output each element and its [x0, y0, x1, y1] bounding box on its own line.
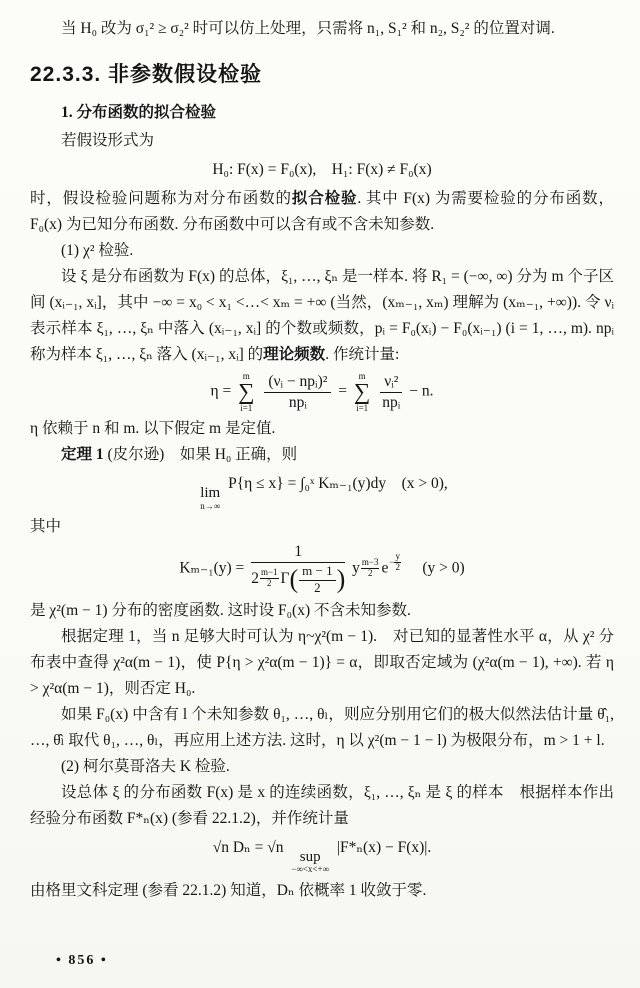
paragraph-fit-test [30, 186, 614, 238]
formula-lhs: Kₘ₋₁(y) = [179, 559, 245, 577]
fraction-numerator: (νᵢ − npᵢ)² [264, 373, 331, 393]
formula-pearson-limit [30, 471, 614, 511]
text-run: 设 ξ 是分布函数为 F(x) 的总体，ξ₁, …, ξₙ 是一样本. 将 R₁ = (−∞, ∞) 分为 m 个子区间 (xᵢ₋₁, xᵢ]，其中 −∞ = x₀ < x₁ <…< xₘ = +∞ (当然，(xₘ₋₁, xₘ) 理解为 (xₘ₋₁, +∞)). 令 νᵢ 表示样本 ξ₁, …, ξₙ 中落入 (xᵢ₋₁, xᵢ] 的个数或频数，pᵢ = F₀(xᵢ) − F₀(xᵢ₋₁) (i = 1, …, m). npᵢ 称为样本 ξ₁, …, ξₙ 落入 (xᵢ₋₁, xᵢ] 的 [30, 268, 614, 363]
formula-body: P{η ≤ x} = ∫₀ˣ Kₘ₋₁(y)dy (x > 0), [228, 475, 448, 492]
inner-fraction-denominator: 2 [314, 579, 321, 595]
formula-k-density [30, 543, 614, 594]
fraction-numerator: 1 [251, 543, 345, 563]
subsection-heading: 1. 分布函数的拟合检验 [61, 104, 217, 121]
exponent [361, 558, 380, 579]
formula-tail: |F*ₙ(x) − F(x)|. [336, 838, 432, 856]
base-2: 2 [251, 570, 259, 588]
right-paren: ) [336, 564, 346, 594]
mini-fraction-numerator: m−3 [361, 556, 379, 567]
paragraph-unknown-params: 如果 F₀(x) 中含有 l 个未知参数 θ₁, …, θₗ，则应分别用它们的极大似然法估计量 θ̂₁, …, θ̂ₗ 取代 θ₁, …, θₗ，再应用上述方法. 这时，η 以 χ²(m − 1 − l) 为极限分布，m > 1 + l. [30, 705, 614, 749]
equals-sign: = [338, 382, 348, 400]
formula-kolmogorov-statistic [30, 835, 614, 875]
paragraph-kolmogorov-setup: 设总体 ξ 的分布函数 F(x) 是 x 的连续函数，ξ₁, …, ξₙ 是 ξ 的样本 根据样本作出经验分布函数 F*ₙ(x) (参看 22.1.2)，并作统计量 [30, 783, 614, 827]
paragraph-where: 其中 [30, 518, 62, 536]
paragraph-variance-swap: 当 H₀ 改为 σ₁² ≥ σ₂² 时可以仿上处理，只需将 n₁, S₁² 和 n₂, S₂² 的位置对调. [61, 20, 555, 37]
sum-operator [354, 371, 370, 413]
text-run: (皮尔逊) 如果 H₀ 正确，则 [103, 446, 298, 463]
formula-tail: − n. [409, 382, 434, 400]
paragraph-theorem-pearson [30, 442, 614, 468]
paragraph-eta-depends: η 依赖于 n 和 m. 以下假定 m 是定值. [30, 420, 276, 437]
fraction [251, 543, 345, 594]
inner-fraction-numerator: m − 1 [299, 564, 335, 580]
bold-run-theorem-1: 定理 1 [61, 446, 104, 463]
formula-tail: (y > 0) [406, 559, 465, 577]
e-base: e [381, 559, 389, 577]
page-number: • 856 • [56, 953, 108, 968]
sum-upper-limit: m [242, 371, 250, 381]
sum-operator [238, 371, 254, 413]
paragraph-glivenko: 由格里文科定理 (参看 22.1.2) 知道，Dₙ 依概率 1 收敛于零. [30, 882, 427, 900]
exponent [260, 568, 279, 589]
paragraph-density-note: 是 χ²(m − 1) 分布的密度函数. 这时设 F₀(x) 不含未知参数. [30, 601, 411, 619]
fraction-denominator: npᵢ [288, 393, 307, 411]
text-run: 时，假设检验问题称为对分布函数的 [30, 190, 292, 207]
y-base: y [352, 559, 360, 577]
exponent [389, 552, 401, 573]
limit-operator [200, 485, 220, 511]
lim-label: lim [200, 485, 221, 501]
mini-fraction-numerator: m−1 [260, 567, 278, 578]
left-paren: ( [289, 564, 299, 594]
sigma-icon: ∑ [353, 379, 371, 404]
sup-label: sup [299, 848, 321, 865]
lim-subscript: n→∞ [200, 500, 221, 511]
mini-fraction-denominator: 2 [266, 577, 272, 588]
mini-fraction [394, 552, 401, 573]
sum-upper-limit: m [358, 371, 366, 381]
fraction [264, 373, 331, 412]
paragraph-hypothesis-intro: 若假设形式为 [61, 132, 155, 149]
mini-fraction-denominator: 2 [395, 562, 400, 573]
fraction [380, 373, 402, 412]
paragraph-kolmogorov-label: (2) 柯尔莫哥洛夫 K 检验. [61, 757, 230, 775]
gamma-symbol: Γ [280, 570, 290, 588]
sigma-icon: ∑ [238, 379, 255, 404]
sup-operator [291, 849, 329, 875]
minus-sign: − [389, 556, 395, 567]
formula-lhs: √n Dₙ = √n [212, 838, 284, 856]
formula-eta-statistic [30, 371, 614, 413]
inner-fraction [299, 564, 335, 595]
mini-fraction-denominator: 2 [367, 567, 373, 578]
mini-fraction-numerator: y [395, 551, 400, 562]
paragraph-significance-level: 根据定理 1，当 n 足够大时可认为 η~χ²(m − 1). 对已知的显著性水平 α，从 χ² 分布表中查得 χ²α(m − 1)，使 P{η > χ²α(m − 1)} = α，即取否定域为 (χ²α(m − 1), +∞). 若 η > χ²α(m − 1)，则否定 H₀. [30, 627, 614, 697]
paragraph-chi-square-setup [30, 264, 614, 368]
text-run: . 其中 F(x) 为需要检验的分布函数，F₀(x) 为已知分布函数. 分布函数中可以含有或不含未知参数. [30, 190, 614, 233]
fraction-denominator: npᵢ [382, 393, 401, 411]
text-run: . 作统计量: [325, 346, 400, 363]
formula-lhs: η = [210, 382, 232, 400]
bold-run-theoretical-frequency: 理论频数 [263, 346, 326, 363]
mini-fraction [260, 568, 279, 589]
mini-fraction [361, 558, 380, 579]
bold-run-fit-test: 拟合检验 [291, 190, 358, 207]
fraction-numerator: νᵢ² [380, 373, 402, 393]
section-heading: 22.3.3. 非参数假设检验 [30, 63, 263, 86]
sum-lower-limit: i=1 [356, 403, 369, 413]
fraction-denominator [251, 563, 345, 595]
paragraph-chi-square-label: (1) χ² 检验. [61, 242, 134, 259]
sum-lower-limit: i=1 [240, 403, 253, 413]
sup-subscript: −∞<x<+∞ [291, 864, 329, 875]
formula-hypotheses: H₀: F(x) = F₀(x), H₁: F(x) ≠ F₀(x) [212, 161, 432, 178]
